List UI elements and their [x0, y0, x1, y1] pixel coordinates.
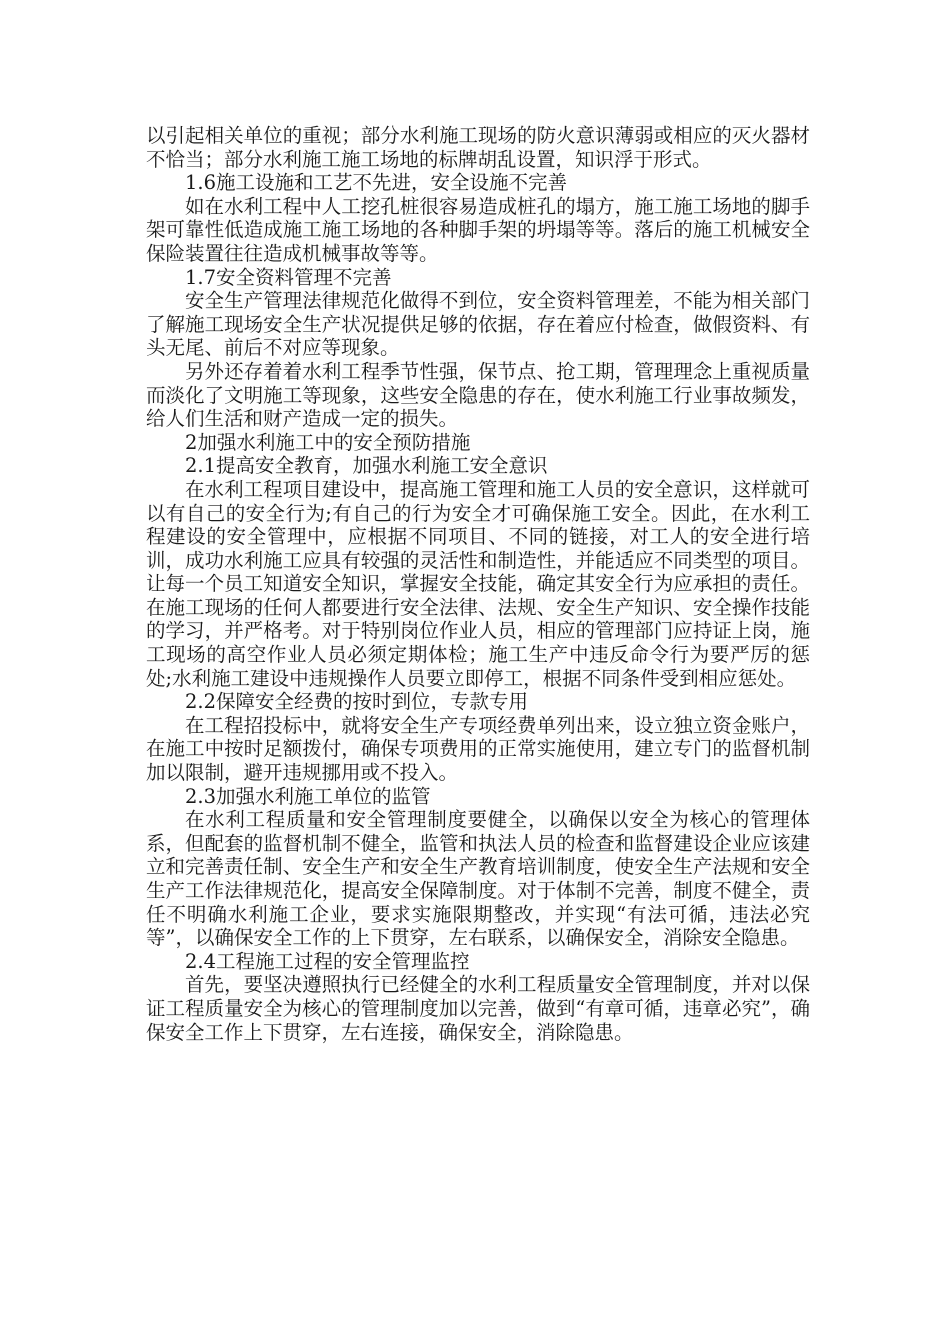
heading-2-2: 2.2保障安全经费的按时到位，专款专用	[185, 690, 529, 714]
paragraph-safety-education: 在水利工程项目建设中，提高施工管理和施工人员的安全意识，这样就可以有自己的安全行为;有自己的行为安全才可确保施工安全。因此，在水利工程建设的安全管理中，应根据不同项目、不同的链接，对工人的安全进行培训，成功水利施工应具有较强的灵活性和制造性，并能适应不同类型的项目。让每一个员工知道安全知识，掌握安全技能，确定其安全行为应承担的责任。在施工现场的任何人都要进行安全法律、法规、安全生产知识、安全操作技能的学习，并严格考。对于特别岗位作业人员，相应的管理部门应持证上岗，施工现场的高空作业人员必须定期体检；施工生产中违反命令行为要严厉的惩处;水利施工建设中违规操作人员要立即停工，根据不同条件受到相应惩处。	[146, 477, 810, 690]
paragraph-safety-records: 安全生产管理法律规范化做得不到位，安全资料管理差，不能为相关部门了解施工现场安全生产状况提供足够的依据，存在着应付检查，做假资料、有头无尾、前后不对应等现象。	[146, 289, 810, 360]
paragraph-fire-safety-continued: 以引起相关单位的重视；部分水利施工现场的防火意识薄弱或相应的灭火器材不恰当；部分水利施工施工场地的标牌胡乱设置，知识浮于形式。	[146, 124, 810, 171]
paragraph-process-monitoring: 首先，要坚决遵照执行已经健全的水利工程质量安全管理制度，并对以保证工程质量安全为核心的管理制度加以完善，做到“有章可循，违章必究”，确保安全工作上下贯穿，左右连接，确保安全，消除隐患。	[146, 973, 810, 1044]
heading-2-4: 2.4工程施工过程的安全管理监控	[185, 949, 470, 973]
heading-2: 2加强水利施工中的安全预防措施	[185, 430, 471, 454]
document-page	[146, 124, 810, 1044]
heading-1-6: 1.6施工设施和工艺不先进，安全设施不完善	[185, 171, 568, 195]
heading-1-7: 1.7安全资料管理不完善	[185, 265, 392, 289]
paragraph-seasonal-issues: 另外还存着着水利工程季节性强，保节点、抢工期，管理理念上重视质量而淡化了文明施工等现象，这些安全隐患的存在，使水利施工行业事故频发，给人们生活和财产造成一定的损失。	[146, 359, 810, 431]
heading-2-1: 2.1提高安全教育，加强水利施工安全意识	[185, 454, 548, 478]
paragraph-excavation-collapse: 如在水利工程中人工挖孔桩很容易造成桩孔的塌方，施工施工场地的脚手架可靠性低造成施工施工场地的各种脚手架的坍塌等等。落后的施工机械安全保险装置往往造成机械事故等等。	[146, 194, 810, 265]
paragraph-safety-funding: 在工程招投标中，就将安全生产专项经费单列出来，设立独立资金账户，在施工中按时足额拨付，确保专项费用的正常实施使用，建立专门的监督机制加以限制，避开违规挪用或不投入。	[146, 713, 810, 785]
heading-2-3: 2.3加强水利施工单位的监管	[185, 784, 431, 808]
paragraph-supervision: 在水利工程质量和安全管理制度要健全，以确保以安全为核心的管理体系，但配套的监督机制不健全，监管和执法人员的检查和监督建设企业应该建立和完善责任制、安全生产和安全生产教育培训制度，使安全生产法规和安全生产工作法律规范化，提高安全保障制度。对于体制不完善，制度不健全，责任不明确水利施工企业，要求实施限期整改，并实现“有法可循，违法必究等”，以确保安全工作的上下贯穿，左右联系，以确保安全，消除安全隐患。	[146, 808, 810, 950]
